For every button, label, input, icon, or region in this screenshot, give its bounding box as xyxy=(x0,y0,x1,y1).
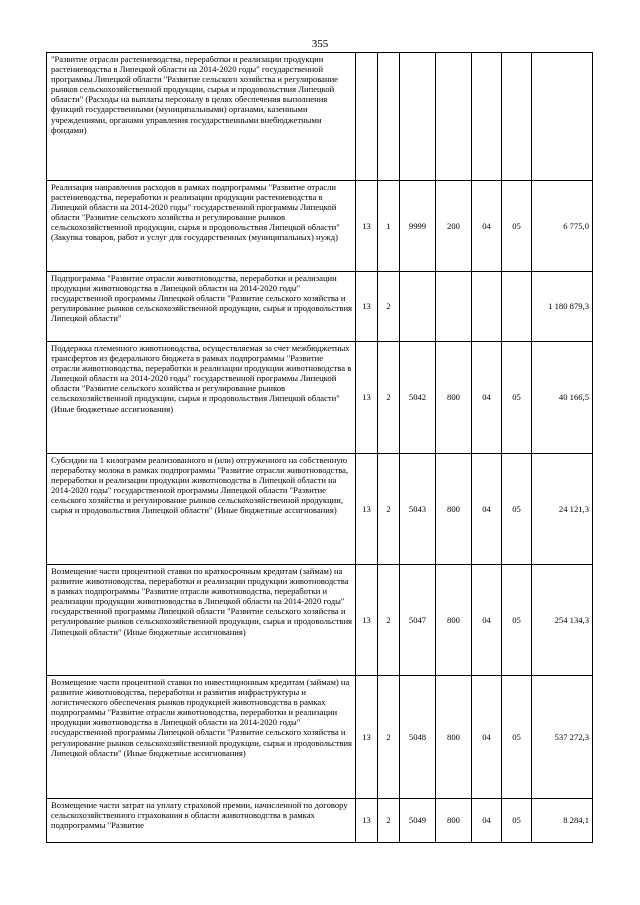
cell-vr: 800 xyxy=(436,454,472,565)
cell-rz xyxy=(472,53,502,181)
cell-code: 5042 xyxy=(400,342,436,454)
cell-amount: 1 180 879,3 xyxy=(532,272,593,342)
cell-gr: 13 xyxy=(356,181,378,272)
budget-table xyxy=(46,52,593,843)
cell-code: 5043 xyxy=(400,454,436,565)
cell-amount xyxy=(532,53,593,181)
cell-gr: 13 xyxy=(356,565,378,676)
cell-code: 5049 xyxy=(400,799,436,843)
cell-code: 9999 xyxy=(400,181,436,272)
cell-rz: 04 xyxy=(472,799,502,843)
cell-rz: 04 xyxy=(472,565,502,676)
row-description: Возмещение части процентной ставки по инвестиционным кредитам (займам) на развитие животноводства, переработки и развития инфраструктуры и логистического обеспечения рынков продукцией животноводства в рамках подпрограммы "Развитие отрасли животноводства, переработки и реализации продукции животноводства в Липецкой области на 2014-2020 годы" государственной программы Липецкой области "Развитие сельского хозяйства и регулирование рынков сельскохозяйственной продукции, сырья и продовольствия Липецкой области" (Иные бюджетные ассигнования) xyxy=(47,676,356,799)
cell-sub: 2 xyxy=(378,676,400,799)
cell-pr: 05 xyxy=(502,342,532,454)
cell-vr xyxy=(436,272,472,342)
cell-pr: 05 xyxy=(502,799,532,843)
cell-vr: 800 xyxy=(436,676,472,799)
cell-code xyxy=(400,53,436,181)
cell-amount: 24 121,3 xyxy=(532,454,593,565)
row-description: Подпрограмма "Развитие отрасли животноводства, переработки и реализации продукции животноводства в Липецкой области на 2014-2020 годы" государственной программы Липецкой области "Развитие сельского хозяйства и регулирование рынков сельскохозяйственной продукции, сырья и продовольствия Липецкой области" xyxy=(47,272,356,342)
page-number: 355 xyxy=(311,38,329,50)
cell-gr: 13 xyxy=(356,272,378,342)
cell-sub: 2 xyxy=(378,342,400,454)
cell-gr: 13 xyxy=(356,799,378,843)
cell-sub xyxy=(378,53,400,181)
cell-rz xyxy=(472,272,502,342)
cell-vr: 800 xyxy=(436,799,472,843)
cell-pr: 05 xyxy=(502,676,532,799)
row-description: Реализация направления расходов в рамках подпрограммы "Развитие отрасли растениеводства, переработки и реализации продукции растениеводства в Липецкой области на 2014-2020 годы" государственной программы Липецкой области "Развитие сельского хозяйства и регулирование рынков сельскохозяйственной продукции, сырья и продовольствия Липецкой области" (Закупка товаров, работ и услуг для государственных (муниципальных) нужд) xyxy=(47,181,356,272)
row-description: Поддержка племенного животноводства, осуществляемая за счет межбюджетных трансфертов из федерального бюджета в рамках подпрограммы "Развитие отрасли животноводства, переработки и реализации продукции животноводства в Липецкой области на 2014-2020 годы" государственной программы Липецкой области "Развитие сельского хозяйства и регулирование рынков сельскохозяйственной продукции, сырья и продовольствия Липецкой области" (Иные бюджетные ассигнования) xyxy=(47,342,356,454)
cell-vr: 200 xyxy=(436,181,472,272)
cell-sub: 2 xyxy=(378,272,400,342)
cell-rz: 04 xyxy=(472,181,502,272)
table-row xyxy=(47,342,593,454)
cell-gr: 13 xyxy=(356,342,378,454)
cell-vr: 800 xyxy=(436,342,472,454)
cell-sub: 1 xyxy=(378,181,400,272)
table-row xyxy=(47,53,593,181)
row-description: Возмещение части процентной ставки по краткосрочным кредитам (займам) на развитие животноводства, переработки и реализации продукции животноводства в рамках подпрограммы "Развитие отрасли животноводства, переработки и реализации продукции животноводства в Липецкой области на 2014-2020 годы" государственной программы Липецкой области "Развитие сельского хозяйства и регулирование рынков сельскохозяйственной продукции, сырья и продовольствия Липецкой области" (Иные бюджетные ассигнования) xyxy=(47,565,356,676)
cell-amount: 40 166,5 xyxy=(532,342,593,454)
cell-amount: 6 775,0 xyxy=(532,181,593,272)
cell-sub: 2 xyxy=(378,565,400,676)
row-description: "Развитие отрасли растениеводства, переработки и реализации продукции растениеводства в Липецкой области на 2014-2020 годы" государственной программы Липецкой области "Развитие сельского хозяйства и регулирование рынков сельскохозяйственной продукции, сырья и продовольствия Липецкой области" (Расходы на выплаты персоналу в целях обеспечения выполнения функций государственными (муниципальными) органами, казенными учреждениями, органами управления государственными внебюджетными фондами) xyxy=(47,53,356,181)
cell-vr xyxy=(436,53,472,181)
cell-amount: 8 284,1 xyxy=(532,799,593,843)
cell-pr: 05 xyxy=(502,565,532,676)
cell-vr: 800 xyxy=(436,565,472,676)
cell-gr xyxy=(356,53,378,181)
row-description: Возмещение части затрат на уплату страховой премии, начисленной по договору сельскохозяйственного страхования в области животноводства в рамках подпрограммы "Развитие xyxy=(47,799,356,843)
cell-pr xyxy=(502,53,532,181)
table-row xyxy=(47,181,593,272)
cell-pr xyxy=(502,272,532,342)
cell-amount: 254 134,3 xyxy=(532,565,593,676)
table-row xyxy=(47,799,593,843)
table-row xyxy=(47,565,593,676)
cell-pr: 05 xyxy=(502,181,532,272)
table-row xyxy=(47,454,593,565)
cell-pr: 05 xyxy=(502,454,532,565)
cell-amount: 537 272,3 xyxy=(532,676,593,799)
cell-code xyxy=(400,272,436,342)
row-description: Субсидии на 1 килограмм реализованного и (или) отгруженного на собственную переработку молока в рамках подпрограммы "Развитие отрасли животноводства, переработки и реализации продукции животноводства в Липецкой области на 2014-2020 годы" государственной программы Липецкой области "Развитие сельского хозяйства и регулирование рынков сельскохозяйственной продукции, сырья и продовольствия Липецкой области" (Иные бюджетные ассигнования) xyxy=(47,454,356,565)
cell-sub: 2 xyxy=(378,799,400,843)
table-row xyxy=(47,676,593,799)
cell-code: 5048 xyxy=(400,676,436,799)
cell-rz: 04 xyxy=(472,342,502,454)
cell-sub: 2 xyxy=(378,454,400,565)
cell-rz: 04 xyxy=(472,454,502,565)
cell-rz: 04 xyxy=(472,676,502,799)
cell-gr: 13 xyxy=(356,676,378,799)
cell-gr: 13 xyxy=(356,454,378,565)
cell-code: 5047 xyxy=(400,565,436,676)
table-row xyxy=(47,272,593,342)
